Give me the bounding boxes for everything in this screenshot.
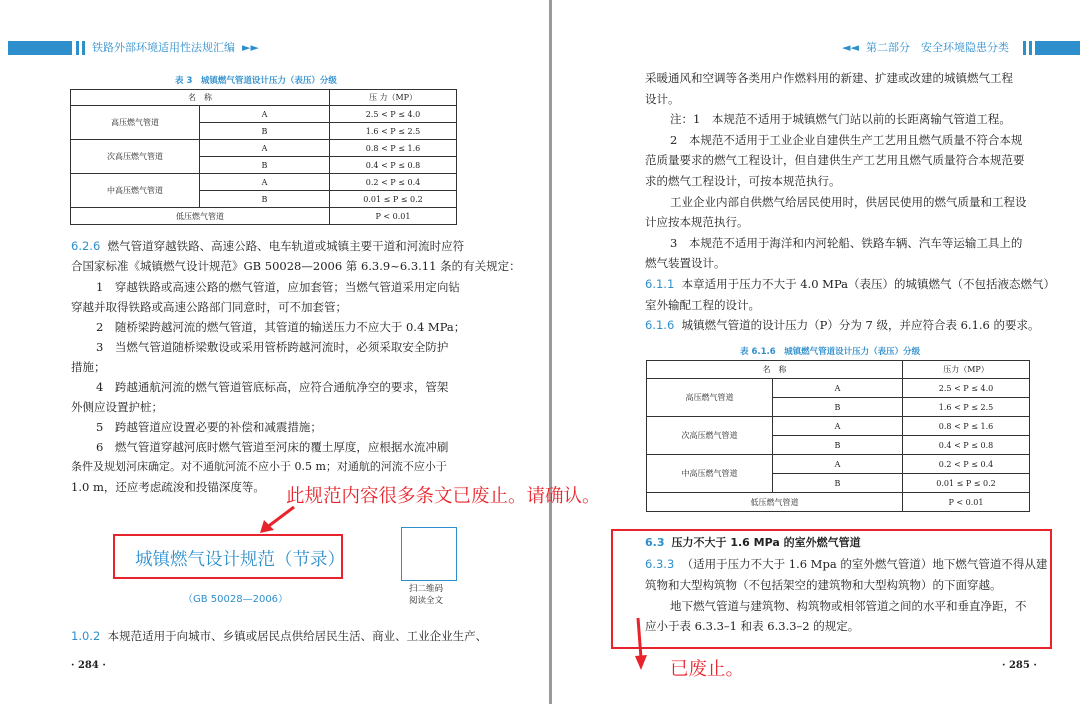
annotation-obsolete-note: 此规范内容很多条文已废止。请确认。 (286, 486, 601, 507)
table616-header-pressure: 压力（MP） (903, 361, 1030, 379)
intro-line: 设计。 (645, 92, 680, 106)
table616-low-name: 低压燃气管道 (647, 493, 903, 512)
table3-low-range: P < 0.01 (330, 208, 457, 225)
clause-626-line: 合国家标准《城镇燃气设计规范》GB 50028—2006 第 6.3.9~6.3.11 条的有关规定： (71, 259, 521, 273)
clause-633: 6.3.3 （适用于压力不大于 1.6 Mpa 的室外燃气管道）地下燃气管道不得从建 (645, 557, 1048, 571)
left-running-header (8, 41, 268, 55)
table3-range: 2.5 < P ≤ 4.0 (330, 106, 457, 123)
clause-626-line: 外侧应设置护桩； (71, 400, 163, 414)
table616-range: 0.01 ≤ P ≤ 0.2 (903, 474, 1030, 493)
table616-grade: A (773, 455, 903, 474)
clause-626-line: 4 跨越通航河流的燃气管道管底标高，应符合通航净空的要求，管架 (96, 380, 449, 394)
clause-626-number: 6.2.6 (71, 239, 101, 253)
annotation-arrow-icon (630, 618, 650, 670)
table3-grade: A (200, 174, 330, 191)
table3-grade: B (200, 123, 330, 140)
header-bar (1035, 41, 1080, 55)
table3-range: 0.8 < P ≤ 1.6 (330, 140, 457, 157)
table616-caption: 表 6.1.6 城镇燃气管道设计压力（表压）分级 (740, 347, 921, 357)
standard-code: （GB 50028—2006） (183, 594, 289, 605)
section-63-number: 6.3 (645, 536, 665, 549)
table616-header-name: 名 称 (647, 361, 903, 379)
annotation-obsolete: 已废止。 (670, 659, 745, 680)
clause-611-number: 6.1.1 (645, 277, 675, 291)
clause-633-line: 应小于表 6.3.3–1 和表 6.3.3–2 的规定。 (645, 619, 860, 633)
clause-626-line: 穿越并取得铁路或高速公路部门同意时，可不加套管； (71, 300, 347, 314)
qr-code-placeholder (401, 527, 457, 581)
note-line: 燃气装置设计。 (645, 256, 726, 270)
section-63-heading (645, 533, 861, 553)
note-line: 工业企业内部自供燃气给居民使用时，供居民使用的燃气质量和工程设 (670, 195, 1027, 209)
clause-626-line: 1 穿越铁路或高速公路的燃气管道，应加套管；当燃气管道采用定向钻 (96, 280, 460, 294)
qr-caption-line2: 阅读全文 (408, 596, 443, 606)
table3-row-name: 次高压燃气管道 (71, 140, 200, 174)
table3 (70, 89, 457, 225)
table616-grade: B (773, 436, 903, 455)
table616-grade: A (773, 417, 903, 436)
table616-grade: B (773, 398, 903, 417)
clause-102-number: 1.0.2 (71, 629, 101, 643)
table3-grade: A (200, 106, 330, 123)
clause-626-line: 2 随桥梁跨越河流的燃气管道，其管道的输送压力不应大于 0.4 MPa； (96, 320, 466, 334)
table616-range: 1.6 < P ≤ 2.5 (903, 398, 1030, 417)
clause-611-line: 室外输配工程的设计。 (645, 298, 760, 312)
table3-range: 0.4 < P ≤ 0.8 (330, 157, 457, 174)
note-line: 2 本规范不适用于工业企业自建供生产工艺用且燃气质量不符合本规 (670, 133, 1023, 147)
table3-header-pressure: 压 力（MP） (330, 90, 457, 106)
clause-626-line: 1.0 m，还应考虑疏浚和投锚深度等。 (71, 480, 265, 494)
table616-range: 2.5 < P ≤ 4.0 (903, 379, 1030, 398)
clause-626-line: 5 跨越管道应设置必要的补偿和减震措施； (96, 420, 322, 434)
table616-low-range: P < 0.01 (903, 493, 1030, 512)
right-header-title: 第二部分 安全环境隐患分类 (866, 41, 1009, 54)
clause-633-line: 筑物和大型构筑物（不包括架空的建筑物和大型构筑物）的下面穿越。 (645, 578, 1002, 592)
annotation-arrow-icon (258, 504, 298, 534)
table616-range: 0.2 < P ≤ 0.4 (903, 455, 1030, 474)
section-63-title: 压力不大于 1.6 MPa 的室外燃气管道 (671, 536, 861, 549)
table3-range: 1.6 < P ≤ 2.5 (330, 123, 457, 140)
clause-633-line: 地下燃气管道与建筑物、构筑物或相邻管道之间的水平和垂直净距，不 (670, 599, 1027, 613)
table3-caption: 表 3 城镇燃气管道设计压力（表压）分级 (175, 76, 337, 86)
note-line: 注：1 本规范不适用于城镇燃气门站以前的长距离输气管道工程。 (670, 112, 1011, 126)
table616-range: 0.4 < P ≤ 0.8 (903, 436, 1030, 455)
clause-633-number: 6.3.3 (645, 557, 675, 571)
table3-header-name: 名 称 (71, 90, 330, 106)
standard-title: 城镇燃气设计规范（节录） (135, 550, 345, 570)
right-page (552, 0, 1080, 704)
clause-616-number: 6.1.6 (645, 318, 675, 332)
right-page-number: · 285 · (1002, 660, 1037, 671)
right-running-header (842, 41, 1080, 55)
table3-grade: B (200, 157, 330, 174)
table616 (646, 360, 1030, 512)
table616-row-name: 高压燃气管道 (647, 379, 773, 417)
clause-616: 6.1.6 城镇燃气管道的设计压力（P）分为 7 级，并应符合表 6.1.6 的要求。 (645, 318, 1040, 332)
table616-row-name: 中高压燃气管道 (647, 455, 773, 493)
right-pointer-icon: ►► (242, 41, 259, 54)
qr-caption-line1: 扫二维码 (408, 584, 443, 594)
table3-row-name: 中高压燃气管道 (71, 174, 200, 208)
clause-626-line: 条件及规划河床确定。对不通航河流不应小于 0.5 m；对通航的河流不应小于 (71, 460, 447, 473)
left-pointer-icon: ◄◄ (842, 41, 859, 54)
note-line: 求的燃气工程设计，可按本规范执行。 (645, 174, 841, 188)
left-page-number: · 284 · (71, 660, 106, 671)
clause-102: 1.0.2 本规范适用于向城市、乡镇或居民点供给居民生活、商业、工业企业生产、 (71, 629, 488, 643)
note-line: 3 本规范不适用于海洋和内河轮船、铁路车辆、汽车等运输工具上的 (670, 236, 1023, 250)
clause-626-line: 6 燃气管道穿越河底时燃气管道至河床的覆土厚度，应根据水流冲刷 (96, 440, 449, 454)
table3-range: 0.2 < P ≤ 0.4 (330, 174, 457, 191)
table3-low-name: 低压燃气管道 (71, 208, 330, 225)
table616-range: 0.8 < P ≤ 1.6 (903, 417, 1030, 436)
header-bar (8, 41, 72, 55)
table616-grade: A (773, 379, 903, 398)
note-line: 计应按本规范执行。 (645, 215, 749, 229)
table3-grade: B (200, 191, 330, 208)
left-header-title: 铁路外部环境适用性法规汇编 (92, 41, 235, 54)
table616-row-name: 次高压燃气管道 (647, 417, 773, 455)
table3-grade: A (200, 140, 330, 157)
clause-626-line: 措施； (71, 360, 106, 374)
clause-626-line: 3 当燃气管道随桥梁敷设或采用管桥跨越河流时，必须采取安全防护 (96, 340, 449, 354)
table3-range: 0.01 ≤ P ≤ 0.2 (330, 191, 457, 208)
table3-row-name: 高压燃气管道 (71, 106, 200, 140)
table616-grade: B (773, 474, 903, 493)
clause-626-line: 6.2.6 燃气管道穿越铁路、高速公路、电车轨道或城镇主要干道和河流时应符 (71, 239, 465, 253)
intro-line: 采暖通风和空调等各类用户作燃料用的新建、扩建或改建的城镇燃气工程 (645, 71, 1013, 85)
clause-611: 6.1.1 本章适用于压力不大于 4.0 MPa（表压）的城镇燃气（不包括液态燃气） (645, 277, 1056, 291)
note-line: 范质量要求的燃气工程设计，但自建供生产工艺用且燃气质量符合本规范要 (645, 153, 1025, 167)
